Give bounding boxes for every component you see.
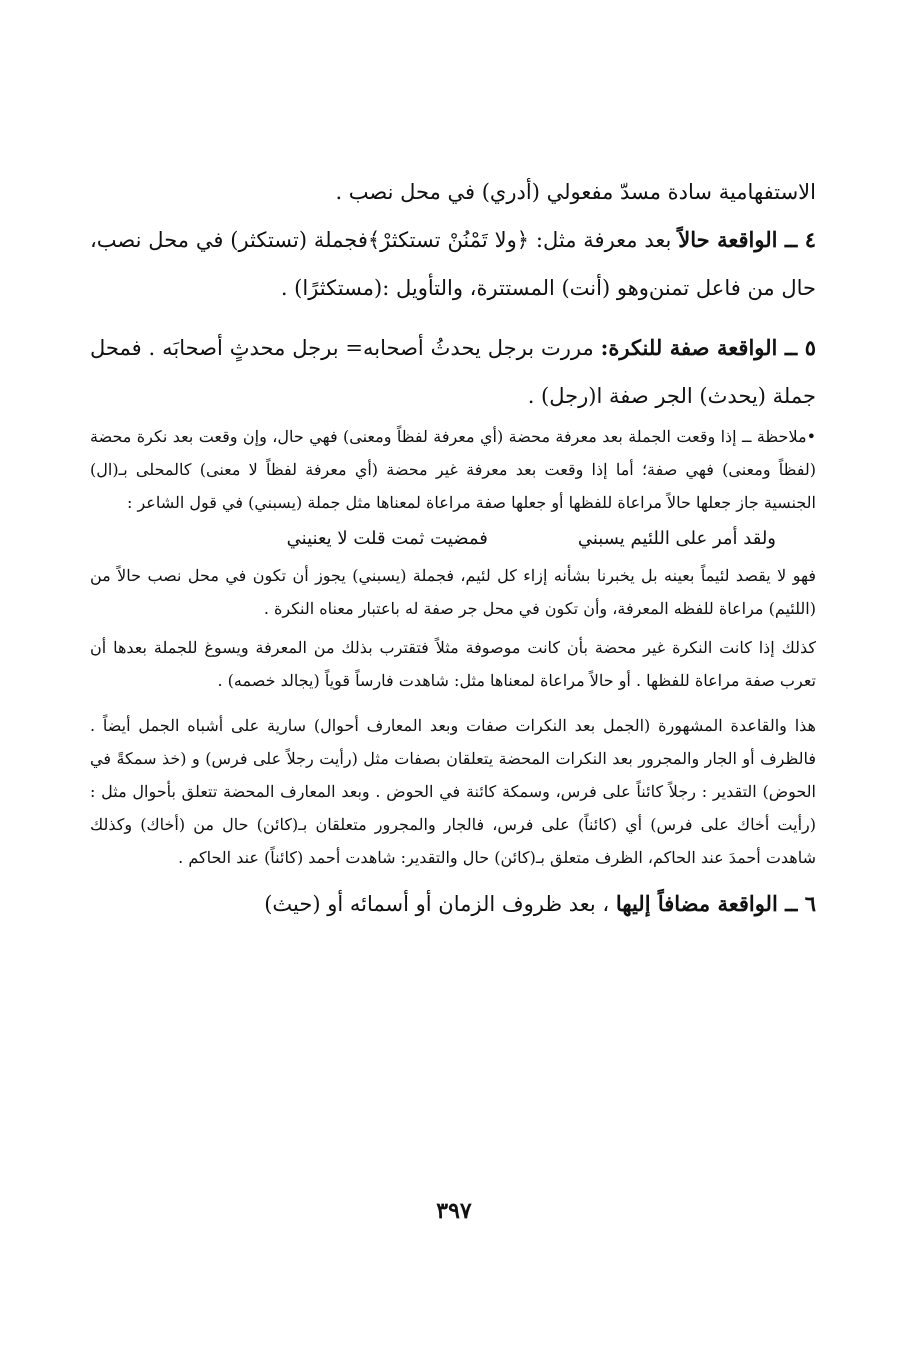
- verse-second-hemistich: فمضيت ثمت قلت لا يعنيني: [286, 528, 488, 549]
- paragraph-text: مررت برجل يحدثُ أصحابه= برجل محدثٍ أصحابَه . فمحل جملة (يحدث) الجر صفة ا(رجل) .: [90, 336, 816, 408]
- paragraph-intro: [90, 168, 816, 216]
- paragraph-text: هذا والقاعدة المشهورة (الجمل بعد النكرات صفات وبعد المعارف أحوال) سارية على أشباه الجمل أيضاً . فالظرف أو الجار والمجرور بعد النكرات المحضة يتعلقان بصفات مثل (رأيت رجلاً على فرس) و (خذ سمكةً في الحوض) التقدير : رجلاً كائناً على فرس، وسمكة كائنة في الحوض . وبعد المعارف المحضة تتعلق بأحوال مثل : (رأيت أخاك على فرس) أي (كائناً) على فرس، فالجار والمجرور متعلقان بـ(كائن) حال من (أخاك) وكذلك شاهدت أحمدَ عند الحاكم، الظرف متعلق بـ(كائن) حال والتقدير: شاهدت أحمد (كائناً) عند الحاكم .: [90, 716, 817, 867]
- paragraph-text: كذلك إذا كانت النكرة غير محضة بأن كانت موصوفة مثلاً فتقترب بذلك من المعرفة ويسوغ للجملة بعدها أن تعرب صفة مراعاة للفظها . أو حالاً مراعاة لمعناها مثل: شاهدت فارساً قوياً (يجالد خصمه) .: [90, 638, 817, 690]
- rule-heading: ٦ ــ الواقعة مضافاً إليها: [615, 891, 816, 916]
- paragraph-rule-6: [90, 880, 816, 928]
- page-body: [90, 168, 816, 928]
- poetry-verse: [90, 519, 816, 559]
- paragraph-text: الاستفهامية سادة مسدّ مفعولي (أدري) في محل نصب .: [335, 180, 816, 204]
- paragraph-explanation: [90, 559, 816, 625]
- rule-heading: ٥ ــ الواقعة صفة للنكرة:: [600, 335, 817, 360]
- paragraph-rule-4: [90, 216, 816, 312]
- paragraph-rule-summary: [90, 709, 816, 874]
- paragraph-note: [90, 420, 816, 519]
- page-number: ٣٩٧: [436, 1198, 472, 1224]
- rule-heading: ٤ ــ الواقعة حالاً: [678, 227, 816, 252]
- paragraph-text: فهو لا يقصد لئيماً بعينه بل يخبرنا بشأنه إزاء كل لئيم، فجملة (يسبني) يجوز أن تكون في محل نصب حالاً من (اللئيم) مراعاة للفظه المعرفة، وأن تكون في محل جر صفة له باعتبار معناه النكرة .: [90, 566, 816, 618]
- paragraph-rule-5: [90, 324, 816, 420]
- paragraph-indefinite: [90, 631, 816, 697]
- paragraph-text: ، بعد ظروف الزمان أو أسمائه أو (حيث): [264, 892, 616, 916]
- verse-first-hemistich: ولقد أمر على اللئيم يسبني: [577, 528, 776, 549]
- paragraph-text: •ملاحظة ــ إذا وقعت الجملة بعد معرفة محضة (أي معرفة لفظاً ومعنى) فهي حال، وإن وقعت بعد نكرة محضة (لفظاً ومعنى) فهي صفة؛ أما إذا وقعت بعد معرفة غير محضة (أي معرفة لفظاً لا معنى) كالمحلى بـ(ال) الجنسية جاز جعلها حالاً مراعاة للفظها أو جعلها صفة مراعاة لمعناها مثل جملة (يسبني) في قول الشاعر :: [90, 427, 816, 512]
- paragraph-text: بعد معرفة مثل: ﴿ولا تَمْنُنْ تستكثرْ﴾فجملة (تستكثر) في محل نصب، حال من فاعل تمنن‌وهو (أنت) المستترة، والتأويل :(مستكثرًا) .: [90, 228, 816, 300]
